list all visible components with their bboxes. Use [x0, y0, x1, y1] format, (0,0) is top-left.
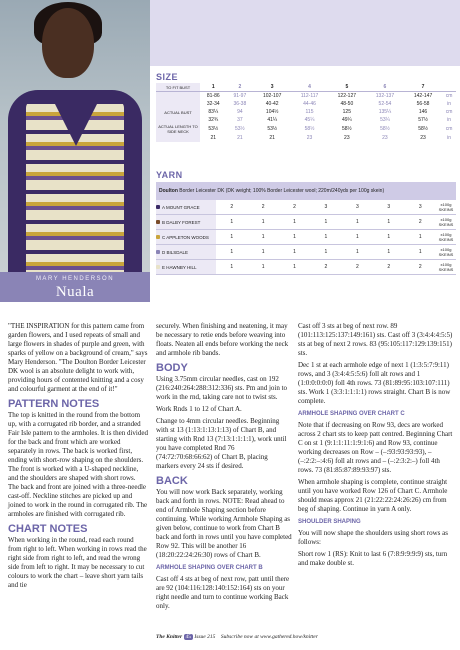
size-cell: 21	[269, 135, 275, 141]
column-3	[298, 322, 454, 571]
size-row-label: ACTUAL LENGTH TO SIDE NECK	[156, 124, 200, 134]
yarn-qty-cell: 1	[342, 245, 373, 260]
size-cell: 3	[253, 83, 291, 92]
yarn-shade-label: D BILSDALE	[162, 249, 189, 255]
yarn-row	[156, 215, 456, 230]
body-text-2: Work Rnds 1 to 12 of Chart A.	[156, 405, 242, 413]
yarn-swatch	[156, 235, 160, 239]
yarn-row	[156, 245, 456, 260]
size-cell: 23	[306, 135, 313, 141]
page-footer	[156, 634, 456, 640]
subscribe-text: Subscribe now at www.gathered.how/knitter	[220, 634, 318, 640]
yarn-qty-cell: 1	[373, 215, 404, 230]
size-cell: 122-127	[337, 93, 357, 99]
armhole-b-heading: ARMHOLE SHAPING OVER CHART B	[156, 565, 263, 571]
short-row-text: Short row 1 (RS): Knit to last 6 (7:8:9:9:9:9) sts, turn and make double st.	[298, 550, 448, 567]
castoff-text: Cast off 3 sts at beg of next row. 89 (101:113:125:137:149:161) sts. Cast off 3 (3:4:4:4:5:5) sts at beg of next 2 rows. 83 (95:105:117:129:139:151) sts.	[298, 322, 453, 357]
size-cell: 48-50	[340, 101, 354, 107]
size-cell: 132-137	[375, 93, 395, 99]
size-cell: 40-42	[265, 101, 279, 107]
size-cell: 49¼	[341, 117, 352, 123]
yarn-qty-cell: 1	[216, 245, 247, 260]
size-cell: 91-97	[233, 93, 247, 99]
yarn-qty-cell: 1	[279, 215, 310, 230]
size-cell: 58½	[380, 126, 390, 132]
yarn-qty-cell: 1	[279, 260, 310, 275]
yarn-shade-label: B DALBY FOREST	[162, 219, 201, 225]
body-text: Using 3.75mm circular needles, cast on 192 (216:240:264:288:312:336) sts. Pm and join to work in the rnd, taking care not to twist sts.	[156, 375, 288, 401]
yarn-row	[156, 200, 456, 215]
size-row	[156, 100, 456, 108]
size-row	[156, 108, 456, 116]
yarn-unit: x100g SKEINS	[436, 245, 456, 260]
yarn-qty-cell: 2	[342, 260, 373, 275]
yarn-qty-cell: 1	[247, 245, 278, 260]
yarn-qty-cell: 3	[404, 200, 436, 215]
yarn-shade-name	[156, 215, 216, 230]
size-cell: 45¼	[304, 117, 315, 123]
size-cell: 57½	[418, 117, 428, 123]
size-cell: 23	[420, 135, 426, 141]
back-heading: BACK	[156, 475, 188, 487]
size-cell: in	[447, 117, 451, 123]
size-row-label: TO FIT BUST	[156, 83, 200, 92]
size-cell: 115	[305, 109, 314, 115]
pattern-notes-heading: PATTERN NOTES	[8, 398, 100, 410]
yarn-qty-cell: 1	[247, 260, 278, 275]
size-cell: 23	[382, 135, 388, 141]
size-cell: 53½	[208, 126, 219, 132]
yarn-qty-cell: 2	[216, 200, 247, 215]
column-2	[156, 322, 292, 614]
yarn-qty-cell: 1	[216, 260, 247, 275]
yarn-row	[156, 260, 456, 275]
size-cell	[442, 83, 456, 92]
chart-notes-text: When working in the round, read each round from right to left. When working in rows read the right side from right to left, and read the wrong side from left to right. It may be necessary to cut colours to work the chart – leave short yarn tails and tie	[8, 536, 147, 589]
yarn-shade-label: A MOUNT GRACE	[162, 204, 200, 210]
yarn-shade-label: C APPLETON WOODS	[162, 234, 209, 240]
size-heading: SIZE	[156, 72, 179, 82]
size-cell: 7	[404, 83, 442, 92]
yarn-shade-name	[156, 200, 216, 215]
yarn-shade-label: E HAWNBY HILL	[162, 264, 197, 270]
yarn-qty-cell: 1	[373, 230, 404, 245]
yarn-swatch	[156, 265, 160, 269]
size-cell: 1	[200, 83, 227, 92]
size-cell: 81-86	[206, 93, 220, 99]
header-band	[150, 0, 460, 66]
yarn-qty-cell: 1	[373, 245, 404, 260]
yarn-qty-cell: 1	[216, 230, 247, 245]
yarn-qty-cell: 2	[279, 200, 310, 215]
yarn-description: Doulton Border Leicester DK (DK weight; 100% Border Leicester wool; 220m/240yds per 100g skein)	[156, 182, 456, 200]
body-text-3: Change to 4mm circular needles. Beginning with st 13 (1:13:1:13:1:13) of Chart B, and starting with Rnd 13 (7:13:1:1:1:1), work until you have completed Rnd 76 (74:72:70:68:66:62) of Chart B, placing markers every 24 sts if desired.	[156, 417, 287, 470]
size-row-label	[156, 116, 200, 124]
size-cell: 104½	[265, 109, 279, 115]
size-cell: 32-34	[206, 101, 220, 107]
yarn-unit: x100g SKEINS	[436, 200, 456, 215]
yarn-qty-cell: 1	[404, 230, 436, 245]
column-1	[8, 322, 148, 593]
size-cell: in	[447, 101, 451, 107]
size-row	[156, 124, 456, 134]
yarn-qty-cell: 1	[310, 245, 341, 260]
yarn-unit: x100g SKEINS	[436, 260, 456, 275]
yarn-unit: x100g SKEINS	[436, 215, 456, 230]
size-cell: 125	[342, 109, 351, 115]
size-cell: 21	[210, 135, 217, 141]
yarn-qty-cell: 1	[216, 215, 247, 230]
size-cell: 52-54	[378, 101, 392, 107]
size-row	[156, 134, 456, 142]
designer-name: MARY HENDERSON	[35, 276, 115, 282]
size-cell: 56-58	[416, 101, 430, 107]
size-cell: 94	[237, 109, 243, 115]
size-cell: 36-38	[233, 101, 247, 107]
size-cell: cm	[445, 126, 453, 132]
yarn-qty-cell: 1	[279, 230, 310, 245]
size-cell: 112-117	[300, 93, 319, 99]
size-row-label: ACTUAL BUST	[156, 108, 200, 116]
back-text: You will now work Back separately, working back and forth in rows. NOTE: Read ahead to end of Armhole Shaping section before continuing. While working Armhole Shaping as given below, continue to work from Chart B back and forth in rows until you have completed Row 92. This will be another 16 (18:20:22:24:26:30) rows of Chart B.	[156, 488, 292, 559]
yarn-qty-cell: 2	[373, 260, 404, 275]
yarn-shade-name	[156, 230, 216, 245]
size-cell: 135¼	[378, 109, 392, 115]
yarn-qty-cell: 1	[247, 215, 278, 230]
decrease-text: Dec 1 st at each armhole edge of next 1 (1:3:5:7:9:11) rows, and 3 (3:4:4:5:5:6) foll alt rows and 1 (1:0:0:0:0:0) foll 4th rows. 73 (81:89:95:103:107:111) sts. Work 1 (3:3:1:1:1:1) rows straight. Chart B is now complete.	[298, 361, 451, 405]
yarn-qty-cell: 3	[342, 200, 373, 215]
yarn-table	[156, 182, 456, 275]
size-cell: 2	[227, 83, 254, 92]
shoulder-text: You will now shape the shoulders using short rows as follows:	[298, 529, 448, 546]
armhole-c-text-2: When armhole shaping is complete, continue straight until you have worked Row 126 of Chart C. Armhole should meas approx 21 (21:22:22:24:26:26) cm from beg of shaping. Continue in yarn A only.	[298, 478, 448, 513]
size-cell: cm	[445, 93, 453, 99]
model-photo	[0, 0, 150, 272]
yarn-qty-cell: 1	[247, 230, 278, 245]
yarn-qty-cell: 2	[404, 260, 436, 275]
pattern-notes-text: The top is knitted in the round from the bottom up, with a corrugated rib border, and a stranded Fair Isle pattern to the armholes. It is then divided for the back and front which are worked separately in rows. The back is worked first, ending with short-row shaping on the shoulders. The front is worked with a U-shaped neckline, and the shoulders are shaped with short rows. The back and front are joined with a three-needle cast-off. Neckline stitches are picked up and joined to work in the round in corrugated rib. The armholes are finished with corrugated rib.	[8, 411, 148, 518]
yarn-qty-cell: 2	[310, 260, 341, 275]
yarn-heading: YARN	[156, 170, 183, 180]
pattern-name: Nuala	[55, 284, 95, 300]
size-cell: 53¼	[380, 117, 390, 123]
size-cell: 6	[366, 83, 404, 92]
size-table	[156, 83, 456, 142]
yarn-qty-cell: 3	[373, 200, 404, 215]
yarn-swatch	[156, 220, 160, 224]
yarn-shade-name	[156, 260, 216, 275]
yarn-qty-cell: 1	[310, 215, 341, 230]
size-cell: 102-107	[263, 93, 282, 99]
size-cell: 83¼	[208, 109, 219, 115]
size-cell: 58½	[341, 126, 352, 132]
size-cell: 32¾	[208, 117, 219, 123]
size-cell: 142-147	[413, 93, 433, 99]
size-cell: in	[447, 135, 451, 141]
size-cell: 4	[291, 83, 328, 92]
size-cell: 53½	[234, 126, 245, 132]
shoulder-heading: SHOULDER SHAPING	[298, 519, 361, 525]
size-cell: 21	[237, 135, 243, 141]
size-cell: 58½	[304, 126, 315, 132]
size-cell: cm	[445, 109, 453, 115]
body-heading: BODY	[156, 362, 188, 374]
size-cell: 58½	[418, 126, 428, 132]
size-cell: 23	[344, 135, 350, 141]
yarn-swatch	[156, 205, 160, 209]
vest-neckline	[52, 98, 100, 146]
intro-text: "THE INSPIRATION for this pattern came from garden flowers, and I used repeats of small and large flowers in shades of purple and green, with sparks of yellow on a background of cream," says Mary Henderson. "The Doulton Border Leicester DK wool is an absolute delight to work with, providing hours of contented knitting and a cosy and colourful garment at the end of it!"	[8, 322, 148, 393]
size-row	[156, 92, 456, 101]
magazine-name: The Knitter	[156, 634, 183, 640]
armhole-c-text: Note that if decreasing on Row 93, decs are worked across 2 chart sts to keep patt centred. Beginning Chart C on st 1 (9:1:1:11:1:9:1:6) and Row 93, continue working decreases on Row – (–:93:93:93:93), – (–:2:2:–:4:6) foll alt rows and – (–:2:3:2:–) foll 4th rows. 73 (81:85:87:89:93:97) sts.	[298, 421, 453, 474]
finishing-text: securely. When finishing and neatening, it may be necessary to retie ends before weaving into floats. Neaten all ends before working the neck and armhole rib bands.	[156, 322, 289, 357]
page-number: 45	[185, 634, 192, 640]
yarn-shade-name	[156, 245, 216, 260]
yarn-qty-cell: 1	[404, 245, 436, 260]
yarn-qty-cell: 2	[247, 200, 278, 215]
size-cell: 44-46	[303, 101, 316, 107]
yarn-unit: x100g SKEINS	[436, 230, 456, 245]
size-cell: 53½	[267, 126, 278, 132]
yarn-qty-cell: 3	[310, 200, 341, 215]
size-row-label	[156, 134, 200, 142]
size-cell: 41¼	[267, 117, 278, 123]
chart-notes-heading: CHART NOTES	[8, 523, 88, 535]
size-row-label	[156, 92, 200, 101]
size-cell: 37	[237, 117, 243, 123]
yarn-swatch	[156, 250, 160, 254]
yarn-row	[156, 230, 456, 245]
size-cell: 5	[328, 83, 366, 92]
size-row	[156, 83, 456, 92]
size-row	[156, 116, 456, 124]
yarn-qty-cell: 1	[310, 230, 341, 245]
issue-number: Issue 215	[194, 634, 216, 640]
size-row-label	[156, 100, 200, 108]
armhole-b-text: Cast off 4 sts at beg of next row, patt until there are 92 (104:116:128:140:152:164) sts on your right needle and turn to continue working Back only.	[156, 575, 290, 610]
armhole-c-heading: ARMHOLE SHAPING OVER CHART C	[298, 411, 405, 417]
yarn-qty-cell: 2	[404, 215, 436, 230]
yarn-qty-cell: 1	[342, 215, 373, 230]
size-cell: 146	[418, 109, 428, 115]
face-shape	[42, 8, 94, 78]
yarn-qty-cell: 1	[279, 245, 310, 260]
yarn-qty-cell: 1	[342, 230, 373, 245]
